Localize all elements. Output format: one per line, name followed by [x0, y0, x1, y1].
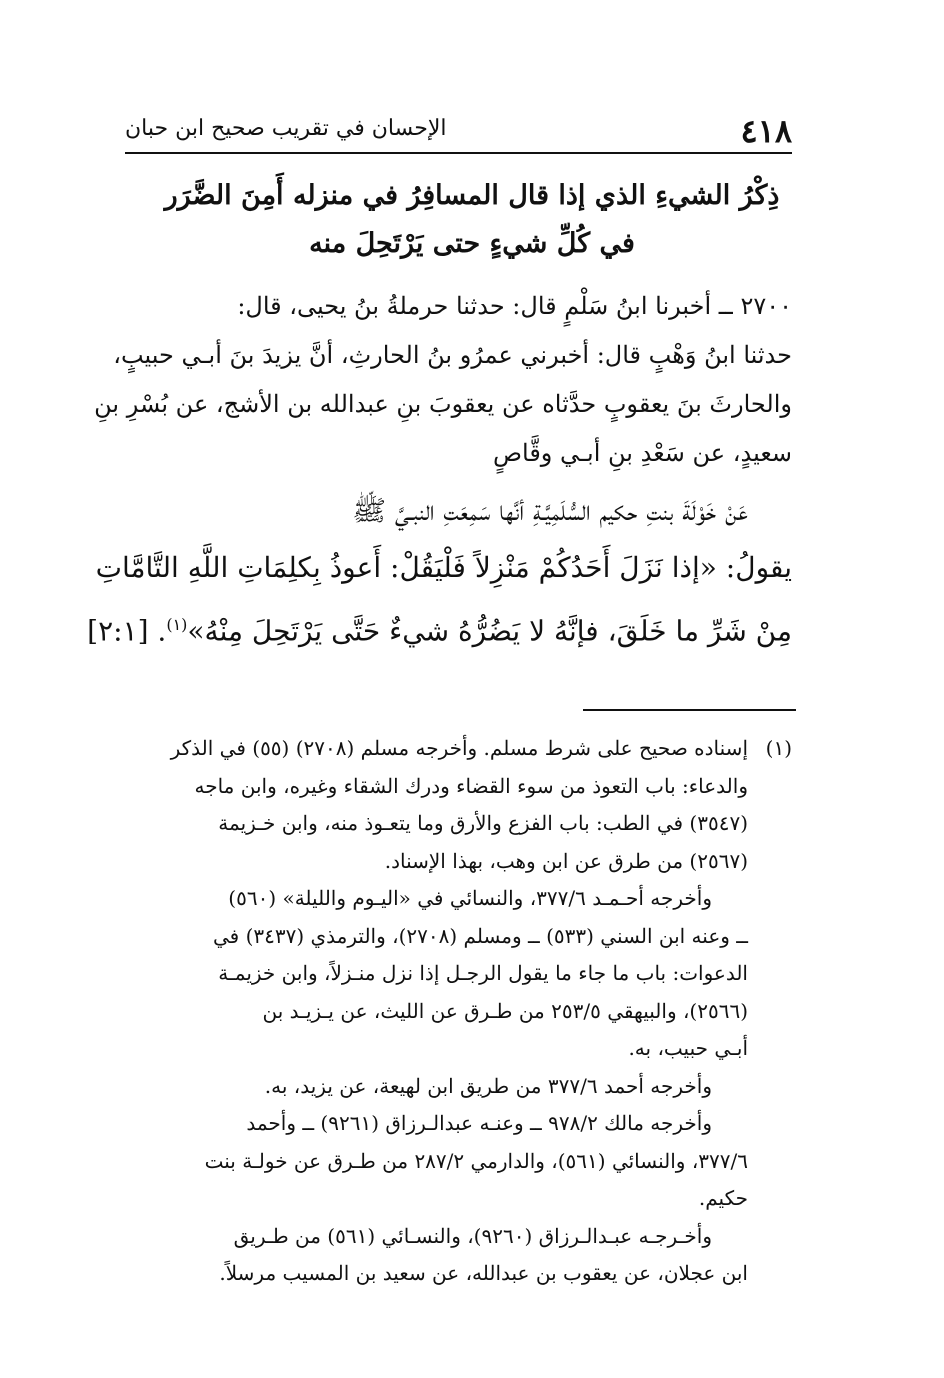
hadith-isnad: [94, 282, 792, 478]
footnote-line: ابن عجلان، عن يعقوب بن عبدالله، عن سعيد بن المسيب مرسلاً.: [219, 1261, 748, 1285]
footnote-line: وأخرجه أحمد ٣٧٧/٦ من طريق ابن لهيعة، عن يزيد، به.: [264, 1073, 712, 1098]
footnote-number: (١): [765, 736, 792, 760]
page-number: ٤١٨: [740, 112, 792, 150]
hadith-reference-number: [٢:١]: [87, 614, 149, 648]
footnote-divider: [583, 709, 796, 711]
footnote-line: أبـي حبيب، به.: [628, 1036, 748, 1060]
chapter-title-line: في كُلِّ شيءٍ حتى يَرْتَحِلَ منه: [309, 228, 635, 259]
isnad-line: حدثنا ابنُ وَهْبٍ قال: أخبرني عمرُو بنُ الحارثِ، أنَّ يزيدَ بنَ أبـي حبيبٍ،: [113, 341, 792, 369]
hadith-text: [87, 482, 792, 659]
matn-line: يقولُ: «إذا نَزَلَ أَحَدُكُمْ مَنْزِلاً فَلْيَقُلْ: أَعوذُ بِكلِمَاتِ اللَّهِ التَّامَّاتِ: [95, 551, 792, 584]
isnad-line: سعيدٍ، عن سَعْدِ بنِ أبـي وقَّاصٍ: [492, 439, 792, 467]
footnote-reference-mark: (١): [166, 615, 188, 634]
footnote-line: ــ وعنه ابن السني (٥٣٣) ــ ومسلم (٢٧٠٨)، والترمذي (٣٤٣٧) في: [213, 923, 748, 948]
footnote-line: وأخرجه أحـمـد ٣٧٧/٦، والنسائي في «اليـوم والليلة» (٥٦٠): [228, 886, 712, 910]
chapter-title: [150, 172, 794, 268]
footnote-line: وأخـرجـه عبـدالـرزاق (٩٢٦٠)، والنسـائي (٥٦١) من طـريق: [233, 1223, 712, 1248]
footnote-line: (٢٥٦٧) من طرق عن ابن وهب، بهذا الإسناد.: [384, 848, 748, 873]
page-header: [125, 108, 792, 154]
footnote-line: [125, 730, 792, 768]
footnote-line: حكيم.: [698, 1186, 748, 1210]
footnotes: [125, 730, 792, 1293]
footnote-text: إسناده صحيح على شرط مسلم. وأخرجه مسلم (٢٧٠٨) (٥٥) في الذكر: [170, 736, 748, 760]
matn-line-text: مِنْ شَرِّ ما خَلَقَ، فإنَّهُ لا يَضُرُّهُ شيءٌ حَتَّى يَرْتَحِلَ مِنْهُ»: [187, 614, 792, 648]
matn-line: مِنْ شَرِّ ما خَلَقَ، فإنَّهُ لا يَضُرُّهُ شيءٌ حَتَّى يَرْتَحِلَ مِنْهُ»$^{(١)}$. [٢:١]: [87, 614, 792, 648]
footnote-line: الدعوات: باب ما جاء ما يقول الرجـل إذا نزل منـزلاً، وابن خزيمـة: [218, 961, 748, 985]
isnad-line: والحارثَ بنَ يعقوبٍ حدَّثاه عن يعقوبَ بنِ عبدالله بن الأشج، عن بُسْرِ بنِ: [94, 390, 792, 418]
isnad-line: ٢٧٠٠ ــ أخبرنا ابنُ سَلْمٍ قال: حدثنا حرملةُ بنُ يحيى، قال:: [237, 292, 792, 320]
footnote-line: وأخرجه مالك ٩٧٨/٢ ــ وعنـه عبدالـرزاق (٩٢٦١) ــ وأحمد: [246, 1111, 712, 1135]
footnote-line: (٣٥٤٧) في الطب: باب الفزع والأرق وما يتعـوذ منه، وابن خـزيمة: [218, 811, 748, 835]
footnote-line: ٣٧٧/٦، والنسائي (٥٦١)، والدارمي ٢٨٧/٢ من طـرق عن خولـة بنت: [204, 1148, 748, 1173]
footnote-line: والدعاء: باب التعوذ من سوء القضاء ودرك الشقاء وغيره، وابن ماجه: [194, 773, 748, 798]
running-title: الإحسان في تقريب صحيح ابن حبان: [125, 116, 447, 141]
chapter-title-line: ذِكْرُ الشيءِ الذي إذا قال المسافِرُ في منزله أَمِنَ الضَّرَر: [164, 180, 780, 211]
matn-line: عَنْ خَوْلَةَ بنتِ حكيم السُّلَمِيَّـةِ أنَّها سَمِعَتِ النبـيَّ ﷺ: [352, 494, 748, 527]
footnote-line: (٢٥٦٦)، والبيهقي ٢٥٣/٥ من طـرق عن الليث، عن يـزيـد بن: [262, 998, 748, 1023]
